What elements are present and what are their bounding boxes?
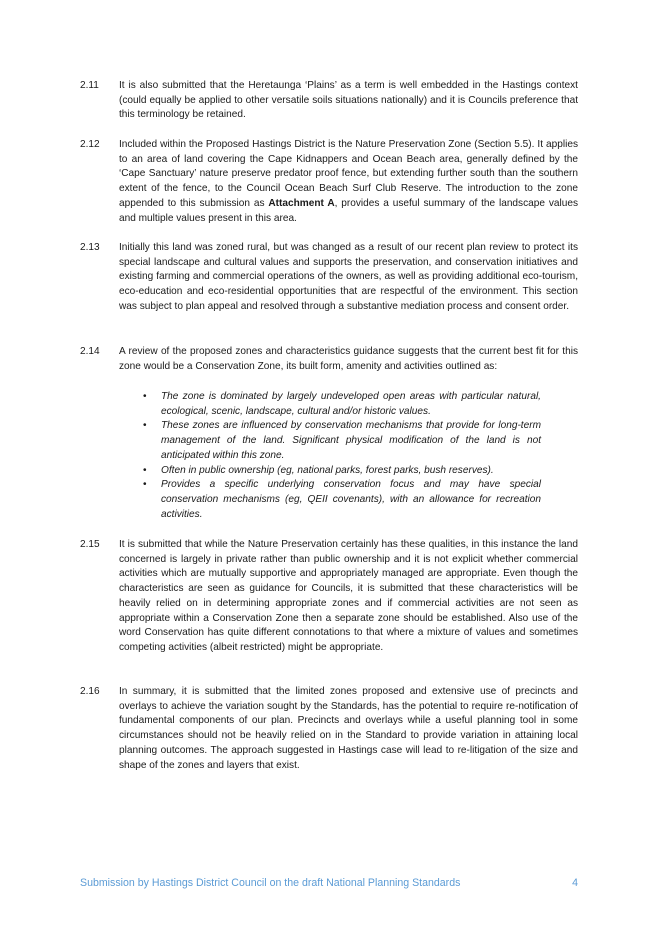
- paragraph-2-16: [80, 685, 578, 773]
- paragraph-2-14: [80, 345, 578, 374]
- paragraph-text: In summary, it is submitted that the limited zones proposed and extensive use of precincts and overlays to achieve the variation sought by the Standards, has the potential to require re-notification of fundamental components of our plan. Precincts and overlays while a useful planning tool in some circumstances should not be heavily relied on in the Standard to provide variation in attaining local planning outcomes. The approach suggested in Hastings case will lead to re-litigation of the size and shape of the zones and layers that exist.: [119, 686, 578, 771]
- paragraph-2-11: [80, 79, 578, 123]
- paragraph-2-12: [80, 138, 578, 226]
- list-item-text: Provides a specific underlying conservation focus and may have special conservation mechanisms (eg, QEII covenants), with an allowance for recreation activities.: [161, 479, 541, 520]
- bullet-icon: •: [143, 479, 147, 491]
- paragraph-number: 2.15: [80, 539, 100, 550]
- paragraph-2-13: [80, 241, 578, 315]
- bullet-icon: •: [143, 464, 147, 476]
- paragraph-number: 2.14: [80, 346, 100, 357]
- page-number: 4: [572, 877, 578, 889]
- paragraph-text: It is also submitted that the Heretaunga ‘Plains’ as a term is well embedded in the Hastings context (could equally be applied to other versatile soils situations nationally) and it is Councils preference that this terminology be retained.: [119, 80, 578, 121]
- paragraph-number: 2.12: [80, 139, 100, 150]
- paragraph-number: 2.11: [80, 80, 99, 91]
- paragraph-text: Initially this land was zoned rural, but was changed as a result of our recent plan review to protect its special landscape and cultural values and supports the preservation, and conservation initiatives and existing farming and commercial operations of the owners, as well as providing additional eco-tourism, eco-education and eco-residential opportunities that are respectful of the environment. This section was subject to plan appeal and resolved through a substantive mediation process and consent order.: [119, 242, 578, 312]
- paragraph-text-part: Included within the Proposed Hastings District is the Nature Preservation Zone (Section 5.5). It applies to an area of land covering the Cape Kidnappers and Ocean Beach area, generally defined by the ‘Cape Sanctuary’ nature preserve predator proof fence, but extending further south than the southern extent of the fence, to the Council Ocean Beach Surf Club Reserve. The introduction to the zone appended to this submission as: [119, 139, 578, 209]
- list-item: [143, 419, 541, 463]
- footer-title: Submission by Hastings District Council on the draft National Planning Standards: [80, 877, 461, 889]
- paragraph-2-15: [80, 538, 578, 656]
- list-item: [143, 390, 541, 419]
- list-item-text: Often in public ownership (eg, national parks, forest parks, bush reserves).: [161, 464, 494, 476]
- paragraph-text: It is submitted that while the Nature Preservation certainly has these qualities, in this instance the land concerned is largely in private rather than public ownership and it is not explicit whether commercial activities which are mutually supportive and appropriately managed are appropriate. Even though the characteristics are seen as guidance for Councils, it is submitted that these characteristics will be heavily relied on in determining appropriate zones and if commercial activities are not seen as appropriate within a Conservation Zone then a separate zone should be established. Also use of the word Conservation has quite different connotations to that where a mixture of values and sometimes competing activities (albeit restricted) might be appropriate.: [119, 539, 578, 653]
- paragraph-text: [119, 138, 578, 226]
- list-item: [143, 464, 541, 479]
- bullet-icon: •: [143, 391, 147, 402]
- bullet-icon: •: [143, 420, 147, 432]
- paragraph-number: 2.16: [80, 686, 100, 697]
- list-item-text: These zones are influenced by conservation mechanisms that provide for long-term management of the land. Significant physical modification of the land is not anticipated within this zone.: [161, 420, 541, 461]
- list-item: [143, 478, 541, 522]
- attachment-reference: Attachment A: [268, 197, 335, 209]
- paragraph-number: 2.13: [80, 242, 100, 253]
- paragraph-text-part: , provides a useful summary of the landscape values and multiple values present in this area.: [119, 197, 578, 224]
- list-item-text: The zone is dominated by largely undeveloped open areas with particular natural, ecological, scenic, landscape, cultural and/or historic values.: [161, 391, 541, 417]
- paragraph-text: A review of the proposed zones and characteristics guidance suggests that the current best fit for this zone would be a Conservation Zone, its built form, amenity and activities outlined as:: [119, 346, 578, 372]
- characteristics-bullet-list: [143, 390, 541, 522]
